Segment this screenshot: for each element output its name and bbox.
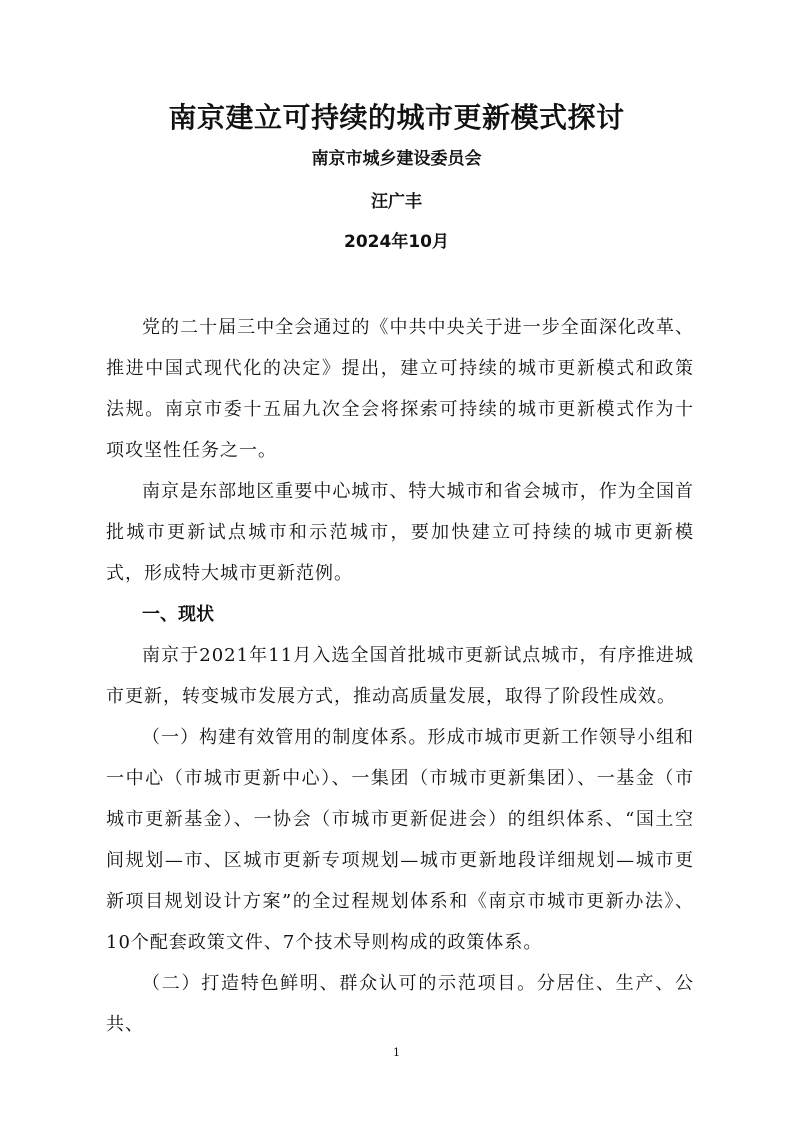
- section-paragraph-1: 南京于2021年11月入选全国首批城市更新试点城市，有序推进城市更新，转变城市发展方式，推动高质量发展，取得了阶段性成效。: [106, 645, 694, 707]
- section-paragraph-2: （一）构建有效管用的制度体系。形成市城市更新工作领导小组和一中心（市城市更新中心）、一集团（市城市更新集团）、一基金（市城市更新基金）、一协会（市城市更新促进会）的组织体系、“国土空间规划—市、区城市更新专项规划—城市更新地段详细规划—城市更新项目规划设计方案”的全过程规划体系和《南京市城市更新办法》、10个配套政策文件、7个技术导则构成的政策体系。: [106, 727, 694, 953]
- intro-paragraph-1: 党的二十届三中全会通过的《中共中央关于进一步全面深化改革、推进中国式现代化的决定》提出，建立可持续的城市更新模式和政策法规。南京市委十五届九次全会将探索可持续的城市更新模式作为十项攻坚性任务之一。: [106, 317, 694, 461]
- author-name: 汪广丰: [371, 192, 422, 212]
- organization-name: 南京市城乡建设委员会: [311, 149, 482, 169]
- section-paragraph-3: （二）打造特色鲜明、群众认可的示范项目。分居住、生产、公共、: [106, 973, 694, 1035]
- section-heading: 一、现状: [142, 604, 214, 625]
- document-body: [106, 307, 694, 1045]
- page-number: 1: [393, 1046, 400, 1059]
- document-date: 2024年10月: [344, 232, 449, 252]
- intro-paragraph-2: 南京是东部地区重要中心城市、特大城市和省会城市，作为全国首批城市更新试点城市和示范城市，要加快建立可持续的城市更新模式，形成特大城市更新范例。: [106, 481, 694, 584]
- document-title: 南京建立可持续的城市更新模式探讨: [168, 101, 625, 134]
